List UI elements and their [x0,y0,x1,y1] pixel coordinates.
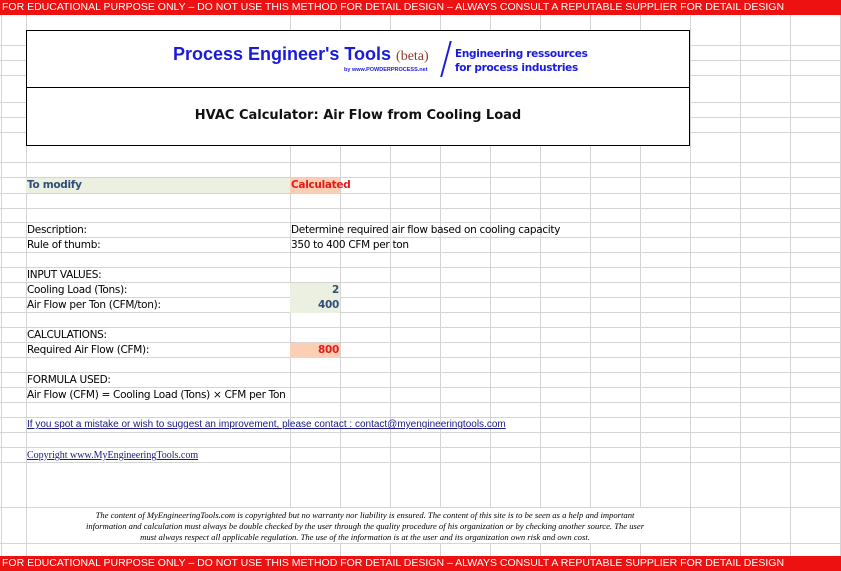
legend-calculated-label: Calculated [291,179,351,191]
formula-header: FORMULA USED: [27,374,111,386]
gridline [0,327,841,328]
logo-tagline-line1: Engineering ressources [455,48,588,60]
disclaimer-line2: information and calculation must always be double checked by the user through the quality procedure of his organization or by checking another source. The user [85,521,645,531]
logo[interactable] [173,39,593,79]
rule-of-thumb-label: Rule of thumb: [27,239,101,251]
gridline [0,432,841,433]
copyright-link[interactable]: Copyright www.MyEngineeringTools.com [27,450,199,461]
contact-link[interactable]: If you spot a mistake or wish to suggest an improvement, please contact : contact@myengineeringtools.com [27,419,506,430]
formula-text: Air Flow (CFM) = Cooling Load (Tons) × CFM per Ton [27,389,286,401]
required-air-flow-label: Required Air Flow (CFM): [27,344,150,356]
required-air-flow-value: 800 [317,344,339,356]
logo-tagline [455,47,588,75]
description-label: Description: [27,224,87,236]
disclaimer-line3: must always respect all applicable regulation. The use of the information is at the user and its organization own risk and own cost. [140,532,590,542]
gridline [0,267,841,268]
logo-slash-icon [440,41,452,77]
gridline [0,417,841,418]
warning-banner-bottom: FOR EDUCATIONAL PURPOSE ONLY – DO NOT USE THIS METHOD FOR DETAIL DESIGN – ALWAYS CONSULT A REPUTABLE SUPPLIER FOR DETAIL DESIGN [0,556,841,571]
description-value: Determine required air flow based on cooling capacity [291,224,561,236]
legend-to-modify-label: To modify [27,179,82,191]
gridline [0,543,841,544]
logo-title [173,44,429,65]
cooling-load-label: Cooling Load (Tons): [27,284,128,296]
cfm-per-ton-input[interactable]: 400 [317,299,339,311]
gridline [0,372,841,373]
gridline [0,208,841,209]
gridline [1,15,2,556]
gridline [0,162,841,163]
gridline [740,15,741,556]
disclaimer [30,510,700,543]
disclaimer-line1: The content of MyEngineeringTools.com is copyrighted but no warranty nor liability is ensured. The content of this site is to be seen as a help and important [95,510,635,520]
calculations-header: CALCULATIONS: [27,329,107,341]
rule-of-thumb-value: 350 to 400 CFM per ton [291,239,409,251]
gridline [0,447,841,448]
gridline [690,15,691,556]
cfm-per-ton-label: Air Flow per Ton (CFM/ton): [27,299,161,311]
page-title: HVAC Calculator: Air Flow from Cooling Load [194,108,522,123]
gridline [790,15,791,556]
title-box [26,87,690,146]
logo-byline: by www.POWDERPROCESS.net [344,67,428,73]
warning-banner-top: FOR EDUCATIONAL PURPOSE ONLY – DO NOT USE THIS METHOD FOR DETAIL DESIGN – ALWAYS CONSULT A REPUTABLE SUPPLIER FOR DETAIL DESIGN [0,0,841,15]
cooling-load-input[interactable]: 2 [331,284,339,296]
logo-box [26,30,690,88]
input-values-header: INPUT VALUES: [27,269,102,281]
logo-main-text: Process Engineer's Tools [173,44,397,64]
logo-beta-text: (beta) [396,49,429,64]
logo-tagline-line2: for process industries [455,62,578,74]
gridline [0,193,841,194]
gridline [0,252,841,253]
merged-cell [27,463,290,507]
